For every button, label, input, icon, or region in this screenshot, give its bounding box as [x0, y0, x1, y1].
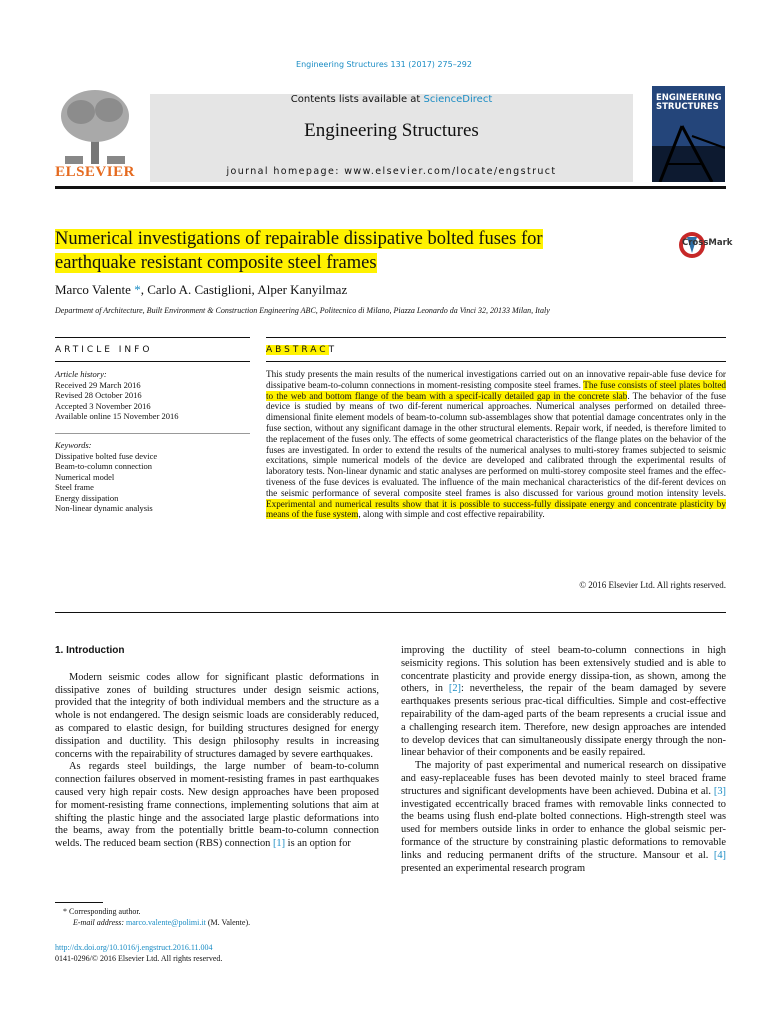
body-text: : nevertheless, the repair of the beam damaged by severe earthquakes presents serious prac-tical difficulties. Simple and cost-effective repairability of the dam-aged parts of the beam represents a crucial issue and a challenging research item. Therefore, new design approaches are intended to develop devices that can simultaneously dissipate energy through the non-linear behavior of their components and be easily repaired.	[401, 683, 726, 759]
doi-link[interactable]: http://dx.doi.org/10.1016/j.engstruct.2016.11.004	[55, 943, 213, 952]
author-1[interactable]: Marco Valente	[55, 282, 131, 297]
email-suffix: (M. Valente).	[205, 918, 251, 927]
body-text: is an option for	[285, 838, 351, 850]
abstract-heading	[266, 345, 337, 355]
abstract-part: , along with simple and cost effective repairability.	[358, 509, 545, 520]
abstract-heading-rest: T	[328, 345, 338, 355]
body-text: As regards steel buildings, the large number of beam-to-column connection failures observed in moment-resisting frames in past earthquakes caused very high repair costs. New design approaches have been proposed for moment-resisting frame connections, implementing solutions that aim at shifting the plastic hinge and the associated large plastic deformations into the beams, away from the potentially brittle beam-to-column connection welds. The reduced beam section (RBS) connection	[55, 761, 379, 850]
article-history	[55, 369, 250, 422]
contents-line	[150, 94, 633, 105]
footnote-rule	[55, 902, 103, 903]
email-link[interactable]: marco.valente@polimi.it	[126, 918, 206, 927]
citation-link[interactable]: [1]	[272, 838, 286, 850]
cover-title-line1: ENGINEERING	[656, 93, 722, 103]
history-accepted: Accepted 3 November 2016	[55, 400, 151, 411]
paper-title-line1: Numerical investigations of repairable dissipative bolted fuses for	[55, 229, 543, 249]
sciencedirect-link[interactable]: ScienceDirect	[423, 94, 493, 105]
body-text: The majority of past experimental and numerical research on dissipative and easy-replaceable fuses has been devoted mainly to steel braced frame structures and significant developments have been achieved. Dubina et al.	[401, 760, 726, 797]
journal-homepage[interactable]: journal homepage: www.elsevier.com/locate/engstruct	[226, 166, 557, 177]
journal-cover-thumbnail	[652, 86, 725, 182]
abstract-text	[266, 369, 726, 520]
keyword: Numerical model	[55, 471, 115, 482]
contents-prefix: Contents lists available at	[290, 94, 424, 105]
abstract-rule-top	[266, 337, 726, 338]
article-info-heading: ARTICLE INFO	[55, 345, 153, 355]
affiliation: Department of Architecture, Built Environment & Construction Engineering ABC, Politecnico di Milano, Piazza Leonardo da Vinci 32, 20133 Milan, Italy	[55, 306, 550, 315]
citation-link[interactable]: [2]	[448, 683, 461, 695]
citation-link[interactable]: [3]	[713, 785, 726, 797]
keywords	[55, 440, 250, 514]
keyword: Non-linear dynamic analysis	[55, 503, 153, 513]
corresponding-author-note: * Corresponding author.	[63, 907, 141, 916]
keywords-rule	[55, 433, 250, 434]
abstract-highlight: Experimental and numerical results show that it is possible to success-fully dissipate energy and concentrate plasticity by means of the fuse system	[266, 498, 726, 520]
abstract-rule	[266, 361, 726, 362]
keyword: Beam-to-column connection	[55, 461, 153, 471]
publisher-name: ELSEVIER	[55, 164, 135, 180]
cover-title-line2: STRUCTURES	[656, 102, 719, 112]
keyword: Dissipative bolted fuse device	[55, 450, 158, 461]
email-label: E-mail address:	[73, 918, 127, 927]
journal-reference-link[interactable]: Engineering Structures 131 (2017) 275–292	[296, 60, 472, 69]
article-info-rule-top	[55, 337, 250, 338]
section-heading: 1. Introduction	[55, 645, 125, 656]
header-rule	[55, 186, 726, 189]
history-received: Received 29 March 2016	[55, 379, 141, 390]
history-online: Available online 15 November 2016	[55, 411, 179, 421]
keywords-label: Keywords:	[55, 440, 92, 450]
body-paragraph: Modern seismic codes allow for significant plastic deformations in dissipative zones of building structures under design seismic actions, provided that the integrity of both individual members and the structure as a whole is not endangered. The design seismic loads are considerably reduced, as compared to elastic design, for building structures designed for energy dissipation and ductility. This design philosophy results in increasing concerns with the repairability of structures damaged by severe earthquakes.	[55, 671, 379, 760]
citation-link[interactable]: [4]	[713, 849, 726, 861]
body-text: presented an experimental research program	[401, 862, 586, 874]
abstract-highlight: The fuse consists of steel plates bolted to the web and bottom flange of the beam with a specif-ically detailed gap in the concrete slab	[266, 379, 726, 401]
author-list	[55, 282, 347, 298]
body-right-column	[401, 645, 726, 875]
paper-title	[55, 227, 645, 275]
corresponding-author-mark[interactable]: *	[130, 282, 141, 297]
body-text: investigated eccentrically braced frames with removable links connected to the beams using flush end-plate bolted connections. High-strength steel was used for members outside links in order to enhance the global seismic per-formance of the structure by constraining plastic deformations to removable links and reducing permanent drifts of the structure. Mansour et al.	[401, 798, 726, 861]
history-revised: Revised 28 October 2016	[55, 390, 142, 400]
keyword: Steel frame	[55, 482, 94, 492]
journal-title: Engineering Structures	[304, 120, 479, 141]
keyword: Energy dissipation	[55, 492, 119, 503]
crossmark-label[interactable]: CrossMark	[682, 238, 733, 248]
doi-block	[55, 942, 222, 964]
abstract-bottom-rule	[55, 612, 726, 613]
body-paragraph	[55, 761, 379, 851]
body-left-column	[55, 645, 379, 851]
paper-title-line2: earthquake resistant composite steel frames	[55, 253, 377, 273]
other-authors: , Carlo A. Castiglioni, Alper Kanyilmaz	[140, 282, 348, 297]
body-paragraph	[401, 645, 726, 760]
body-text: improving the ductility of steel beam-to-column connections in high seismicity regions. This solution has been extensively studied and is able to concentrate plasticity and provide energy dissipa-tion, as shown, among the others, in	[401, 645, 726, 695]
issn-line: 0141-0296/© 2016 Elsevier Ltd. All rights reserved.	[55, 954, 223, 963]
abstract-part: . The behavior of the fuse device is studied by means of two dif-ferent numerical approaches. Numerical analyses performed on detailed three-dimensional finite element models of beam-to-column sub-assemblages show that potential damage concentrates only in the fuse section, without any significant damage in the other structural elements. Repair work, if needed, is therefore limited to the replacement of the fuses only. The effects of some geometrical characteristics of the flange plates on the behavior of the fuses are investigated. In order to extend the results of the numerical analyses to multi-storey frames subjected to seismic excitations, simple numerical models of the device are developed and calibrated through the experimental results of laboratory tests. Non-linear dynamic and static analyses are performed on multi-storey composite steel frames and the effec-tiveness of the fuse devices is evaluated. The influence of the main mechanical characteristics of the dif-ferent devices on the seismic performance of several composite steel frames is also discussed for various ground motion intensity levels.	[266, 390, 726, 498]
article-info-rule	[55, 361, 250, 362]
abstract-copyright: © 2016 Elsevier Ltd. All rights reserved.	[579, 580, 726, 590]
abstract-heading-highlighted: ABSTRAC	[266, 345, 329, 355]
abstract-part: This study presents the main results of the numerical investigations carried out on an innovative repair-able fuse device for dissipative beam-to-column connections in moment-resisting composite steel frames.	[266, 369, 726, 390]
body-paragraph	[401, 760, 726, 875]
email-line	[55, 917, 385, 928]
history-label: Article history:	[55, 369, 107, 379]
footnote	[55, 906, 385, 928]
